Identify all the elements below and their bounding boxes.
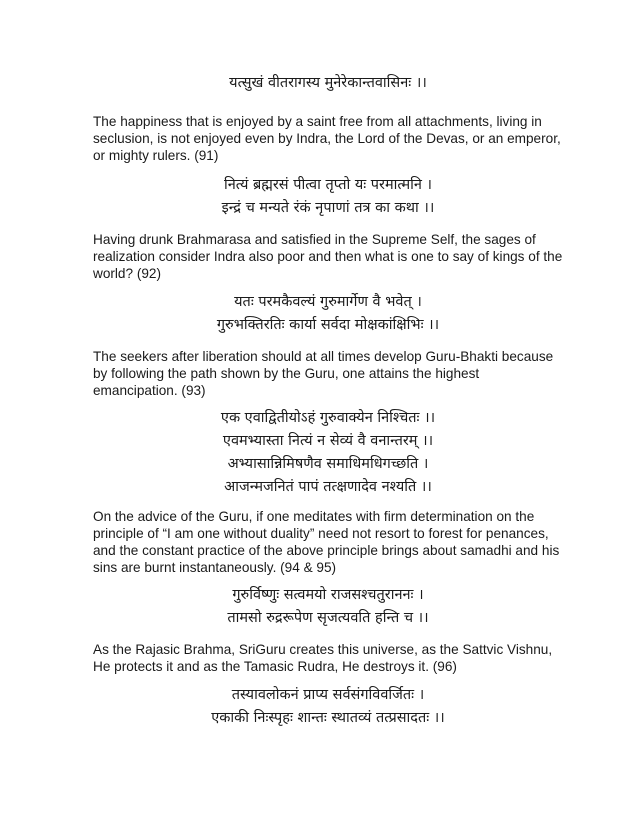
translation-paragraph-91: The happiness that is enjoyed by a saint free from all attachments, living in seclusion, is not enjoyed even by Indra, the Lord of the Devas, or an emperor, or mighty rulers. (91) xyxy=(93,114,561,163)
verse-block-93 xyxy=(93,291,563,337)
verse-line: अभ्यासान्निमिषणैव समाधिमधिगच्छति । xyxy=(227,456,429,472)
sanskrit-verse xyxy=(93,174,563,220)
translation-paragraph-93: The seekers after liberation should at all times develop Guru-Bhakti because by following the path shown by the Guru, one attains the highest emancipation. (93) xyxy=(93,349,554,398)
verse-line: यतः परमकैवल्यं गुरुमार्गेण वै भवेत् । xyxy=(234,294,422,310)
verse-line: एकाकी निःस्पृहः शान्तः स्थातव्यं तत्प्रसादतः ।। xyxy=(211,710,445,726)
verse-block-91 xyxy=(93,72,563,95)
sanskrit-verse xyxy=(93,407,563,499)
verse-line: आजन्मजनितं पापं तत्क्षणादेव नश्यति ।। xyxy=(224,479,432,495)
verse-line: यत्सुखं वीतरागस्य मुनेरेकान्तवासिनः ।। xyxy=(229,75,427,91)
sanskrit-verse xyxy=(93,584,563,630)
verse-block-94-95 xyxy=(93,407,563,499)
sanskrit-verse xyxy=(93,684,563,730)
verse-line: एक एवाद्वितीयोऽहं गुरुवाक्येन निश्चितः ।। xyxy=(220,410,436,426)
verse-line: तस्यावलोकनं प्राप्य सर्वसंगविवर्जितः । xyxy=(231,687,425,703)
verse-block-97 xyxy=(93,684,563,730)
translation-paragraph-96: As the Rajasic Brahma, SriGuru creates this universe, as the Sattvic Vishnu, He protects it and as the Tamasic Rudra, He destroys it. (96) xyxy=(93,642,553,674)
verse-line: नित्यं ब्रह्मरसं पीत्वा तृप्तो यः परमात्मनि । xyxy=(223,177,433,193)
verse-line: इन्द्रं च मन्यते रंकं नृपाणां तत्र का कथा ।। xyxy=(221,200,435,216)
verse-block-96 xyxy=(93,584,563,630)
verse-line: एवमभ्यास्ता नित्यं न सेव्यं वै वनान्तरम् ।। xyxy=(222,433,434,449)
sanskrit-verse xyxy=(93,72,563,95)
translation-paragraph-92: Having drunk Brahmarasa and satisfied in the Supreme Self, the sages of realization consider Indra also poor and then what is one to say of kings of the world? (92) xyxy=(93,232,563,281)
sanskrit-verse xyxy=(93,291,563,337)
verse-line: तामसो रुद्ररूपेण सृजत्यवति हन्ति च ।। xyxy=(227,610,429,626)
translation-paragraph-94-95: On the advice of the Guru, if one meditates with firm determination on the principle of “I am one without duality” need not resort to forest for penances, and the constant practice of the above principle brings about samadhi and his sins are burnt instantaneously. (94 & 95) xyxy=(93,509,560,575)
verse-block-92 xyxy=(93,174,563,220)
verse-line: गुरुर्विष्णुः सत्वमयो राजसश्चतुराननः । xyxy=(232,587,424,603)
verse-line: गुरुभक्तिरतिः कार्या सर्वदा मोक्षकांक्षिभिः ।। xyxy=(216,317,440,333)
